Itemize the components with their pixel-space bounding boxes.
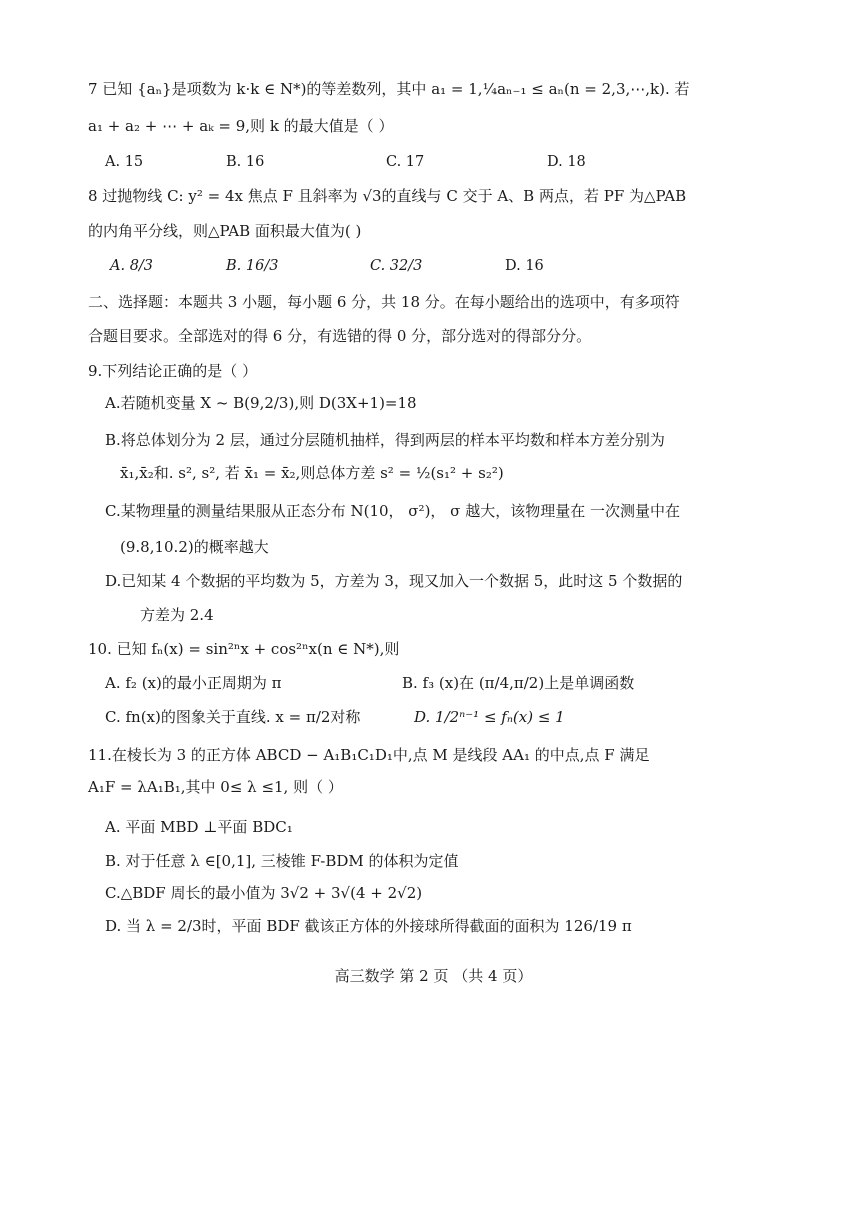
q10-option-a: A. f₂ (x)的最小正周期为 π bbox=[105, 674, 282, 692]
q9-stem: 9.下列结论正确的是（ ） bbox=[88, 362, 258, 380]
q11-line2: A₁F = λA₁B₁,其中 0≤ λ ≤1, 则（ ） bbox=[88, 778, 343, 796]
q8-option-b: B. 16/3 bbox=[226, 258, 279, 274]
q11-option-b: B. 对于任意 λ ∈[0,1], 三棱锥 F-BDM 的体积为定值 bbox=[105, 852, 459, 870]
q9-option-c-line1: C.某物理量的测量结果服从正态分布 N(10， σ²)， σ 越大，该物理量在 一次测量中在 bbox=[105, 502, 680, 520]
q9-option-d-line1: D.已知某 4 个数据的平均数为 5，方差为 3，现又加入一个数据 5，此时这 5 个数据的 bbox=[105, 572, 683, 590]
q11-option-c: C.△BDF 周长的最小值为 3√2 + 3√(4 + 2√2) bbox=[105, 884, 423, 902]
q7-line2: a₁ + a₂ + ⋯ + aₖ = 9,则 k 的最大值是（ ） bbox=[88, 117, 394, 135]
q8-option-c: C. 32/3 bbox=[370, 258, 423, 274]
q7-line1: 7 已知 {aₙ}是项数为 k·k ∈ N*)的等差数列，其中 a₁ = 1,¼aₙ₋₁ ≤ aₙ(n = 2,3,⋯,k). 若 bbox=[88, 80, 690, 98]
q9-option-c-line2: (9.8,10.2)的概率越大 bbox=[120, 538, 269, 556]
q8-line2: 的内角平分线，则△PAB 面积最大值为( ) bbox=[88, 222, 362, 240]
q11-line1: 11.在棱长为 3 的正方体 ABCD − A₁B₁C₁D₁中,点 M 是线段 AA₁ 的中点,点 F 满足 bbox=[88, 746, 650, 764]
q8-option-a: A. 8/3 bbox=[110, 258, 154, 274]
q10-option-c: C. fn(x)的图象关于直线. x = π/2对称 bbox=[105, 708, 361, 726]
section2-line2: 合题目要求。全部选对的得 6 分，有选错的得 0 分，部分选对的得部分分。 bbox=[88, 327, 592, 345]
q9-option-b-line2: x̄₁,x̄₂和. s², s², 若 x̄₁ = x̄₂,则总体方差 s² = ½(s₁² + s₂²) bbox=[120, 464, 504, 482]
q9-option-a: A.若随机变量 X ~ B(9,2/3),则 D(3X+1)=18 bbox=[105, 394, 417, 412]
q11-option-d: D. 当 λ = 2/3时，平面 BDF 截该正方体的外接球所得截面的面积为 126/19 π bbox=[105, 917, 632, 935]
q10-option-d: D. 1/2ⁿ⁻¹ ≤ fₙ(x) ≤ 1 bbox=[414, 708, 565, 726]
q8-line1: 8 过抛物线 C: y² = 4x 焦点 F 且斜率为 √3的直线与 C 交于 A、B 两点，若 PF 为△PAB bbox=[88, 187, 687, 205]
section2-line1: 二、选择题：本题共 3 小题，每小题 6 分，共 18 分。在每小题给出的选项中，有多项符 bbox=[88, 293, 680, 311]
q7-option-b: B. 16 bbox=[226, 154, 265, 170]
q7-option-c: C. 17 bbox=[386, 154, 425, 170]
q10-option-b: B. f₃ (x)在 (π/4,π/2)上是单调函数 bbox=[402, 674, 635, 692]
q7-option-d: D. 18 bbox=[547, 154, 586, 170]
q8-option-d: D. 16 bbox=[505, 258, 544, 274]
q9-option-d-line2: 方差为 2.4 bbox=[140, 606, 214, 624]
q10-stem: 10. 已知 fₙ(x) = sin²ⁿx + cos²ⁿx(n ∈ N*),则 bbox=[88, 640, 400, 658]
page-footer: 高三数学 第 2 页 （共 4 页） bbox=[334, 967, 533, 985]
q11-option-a: A. 平面 MBD ⊥平面 BDC₁ bbox=[105, 818, 293, 836]
q7-option-a: A. 15 bbox=[105, 154, 144, 170]
q9-option-b-line1: B.将总体划分为 2 层，通过分层随机抽样，得到两层的样本平均数和样本方差分别为 bbox=[105, 431, 665, 449]
